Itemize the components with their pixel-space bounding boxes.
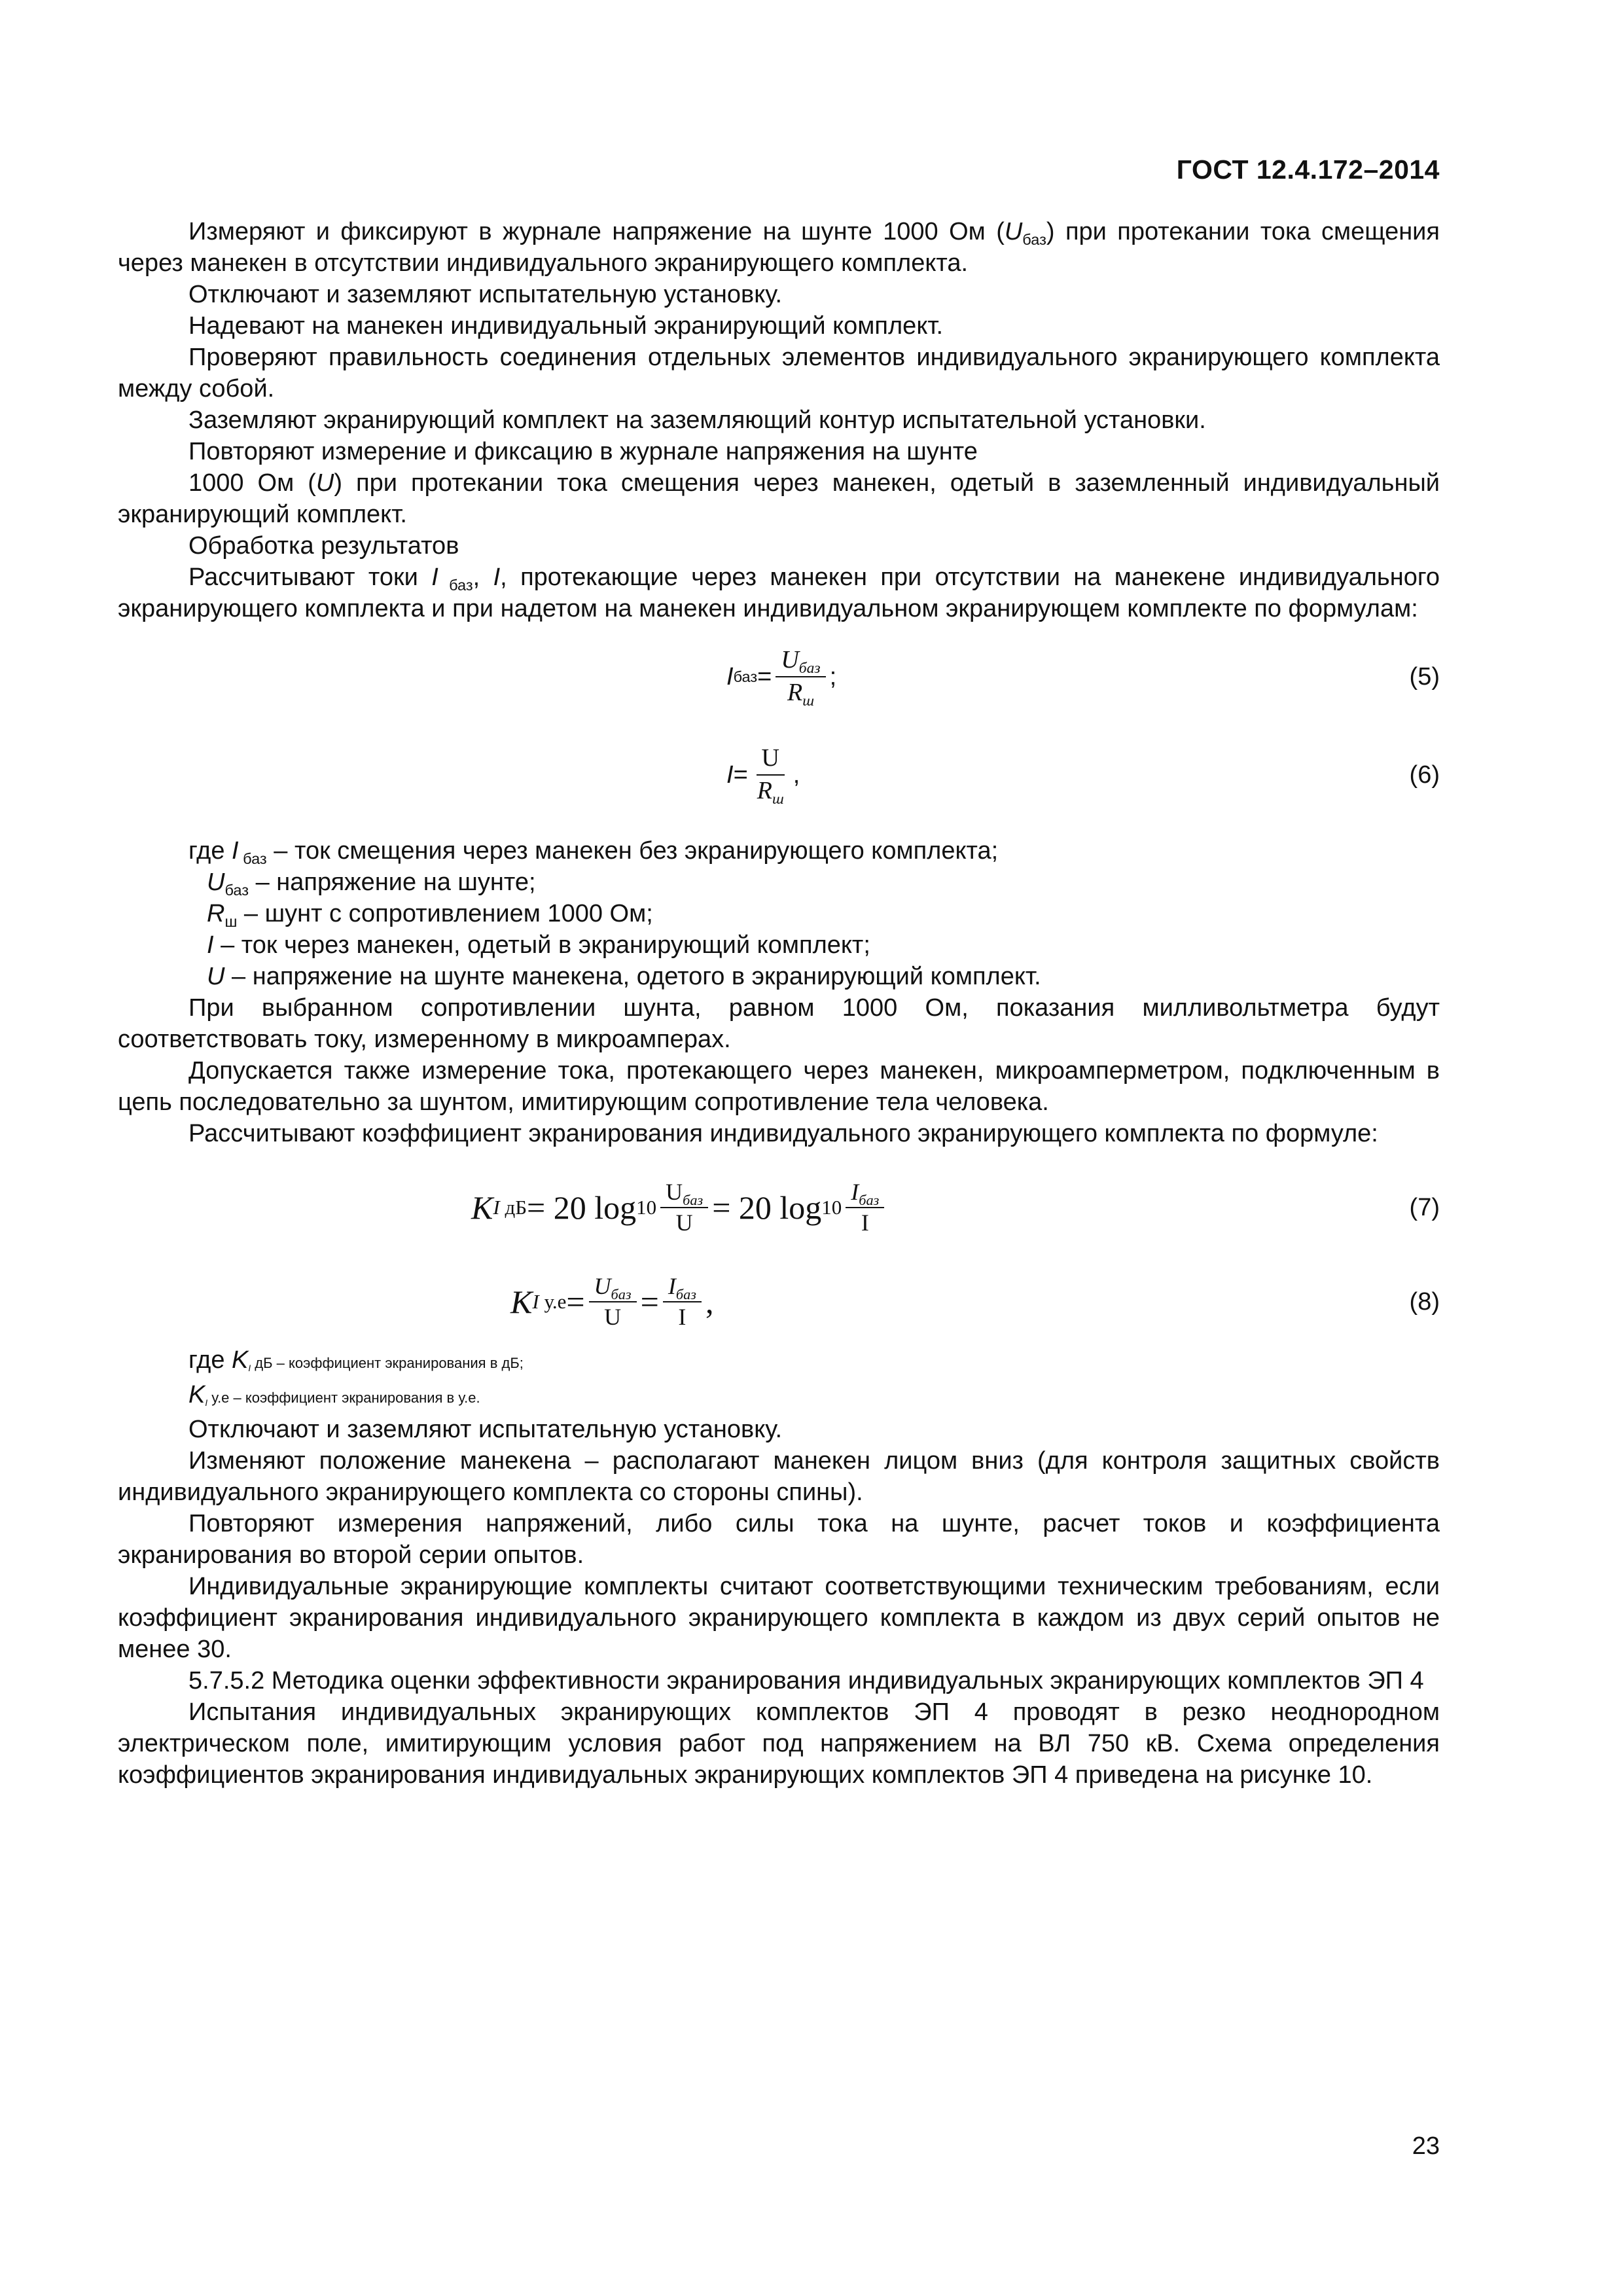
equation-number: (7) <box>1409 1194 1440 1221</box>
paragraph: Испытания индивидуальных экранирующих комплектов ЭП 4 проводят в резко неоднородном электрическом поле, имитирующим условия работ под напряжением на ВЛ 750 кВ. Схема определения коэффициентов экранирования индивидуальных экранирующих комплектов ЭП 4 приведена на рисунке 10. <box>118 1698 1440 1789</box>
paragraph: Рассчитывают токи I $_{баз}$, I, протекающие через манекен при отсутствии на манекене индивидуального экранирующего комплекта и при надетом на манекен индивидуальном экранирующем комплекте по формулам: <box>118 564 1440 622</box>
definition-line: $R_ш$ – шунт с сопротивлением 1000 Ом; <box>207 900 653 931</box>
paragraph: Заземляют экранирующий комплект на заземляющий контур испытательной установки. <box>188 406 1206 434</box>
fraction: $\frac{U_{баз}}{R_ш}$ <box>776 646 825 707</box>
fraction: $\frac{U}{R_ш}$ <box>757 744 784 808</box>
paragraph: При выбранном сопротивлении шунта, равном 1000 Ом, показания милливольтметра будут соответствовать току, измеренному в микроамперах. <box>118 994 1440 1053</box>
paragraph: Рассчитывают коэффициент экранирования индивидуального экранирующего комплекта по формуле: <box>188 1120 1378 1147</box>
definition-line: где $K_I$ дБ – коэффициент экранирования в дБ; <box>188 1346 524 1374</box>
formula-5: I баз = $\frac{U_{баз}}{R_ш}$ ; (5) <box>726 646 1440 710</box>
equation-number: (6) <box>1409 761 1440 789</box>
fraction: $\frac{U_{баз}}{U}$ <box>660 1179 708 1237</box>
formula-8: K I у.е = $\frac{U_{баз}}{U}$ = $\frac{I_{баз}}{I}$ , (8) <box>510 1272 1440 1330</box>
paragraph: Отключают и заземляют испытательную установку. <box>188 1416 783 1443</box>
paragraph: Индивидуальные экранирующие комплекты считают соответствующими техническим требованиям, если коэффициент экранирования индивидуального экранирующего комплекта в каждом из двух серий опытов не менее 30. <box>118 1573 1440 1663</box>
paragraph: 5.7.5.2 Методика оценки эффективности экранирования индивидуальных экранирующих комплектов ЭП 4 <box>188 1667 1424 1695</box>
page-number: 23 <box>1412 2132 1440 2160</box>
fraction: $\frac{U_{баз}}{U}$ <box>589 1273 637 1331</box>
standard-designation: ГОСТ 12.4.172–2014 <box>1176 154 1440 185</box>
document-body <box>118 216 1440 1791</box>
paragraph: Измеряют и фиксируют в журнале напряжение на шунте 1000 Ом $(U_{баз})$ при протекании тока смещения через манекен в отсутствии индивидуального экранирующего комплекта. <box>118 218 1440 277</box>
paragraph: Надевают на манекен индивидуальный экранирующий комплект. <box>188 312 944 340</box>
definition-line: $U_{баз}$ – напряжение на шунте; <box>207 869 536 899</box>
equation-number: (8) <box>1409 1288 1440 1316</box>
fraction: $\frac{I_{баз}}{I}$ <box>663 1273 702 1331</box>
definition-line: U – напряжение на шунте манекена, одетого в экранирующий комплект. <box>207 963 1041 990</box>
paragraph: Допускается также измерение тока, протекающего через манекен, микроамперметром, подключенным в цепь последовательно за шунтом, имитирующим сопротивление тела человека. <box>118 1057 1440 1116</box>
equation-number: (5) <box>1409 663 1440 691</box>
paragraph: Изменяют положение манекена – располагают манекен лицом вниз (для контроля защитных свойств индивидуального экранирующего комплекта со стороны спины). <box>118 1447 1440 1506</box>
formula-7: K I дБ = 20 log 10 $\frac{U_{баз}}{U}$ = 20 log 10 $\frac{I_{баз}}{I}$ (7) <box>471 1178 1440 1236</box>
definition-line: $K_I$ у.е – коэффициент экранирования в у.е. <box>188 1381 480 1408</box>
paragraph: Отключают и заземляют испытательную установку. <box>188 281 783 308</box>
definition-line: I – ток через манекен, одетый в экранирующий комплект; <box>207 931 870 959</box>
paragraph: Повторяют измерения напряжений, либо силы тока на шунте, расчет токов и коэффициента экранирования во второй серии опытов. <box>118 1510 1440 1569</box>
formula-6: I = $\frac{U}{R_ш}$ , (6) <box>726 744 1440 808</box>
section-heading: Обработка результатов <box>188 532 459 560</box>
fraction: $\frac{I_{баз}}{I}$ <box>846 1179 884 1237</box>
definition-line: где I $_{баз}$ – ток смещения через манекен без экранирующего комплекта; <box>188 837 999 868</box>
paragraph: Повторяют измерение и фиксацию в журнале напряжения на шунте <box>188 438 978 465</box>
paragraph: 1000 Ом (U) при протекании тока смещения через манекен, одетый в заземленный индивидуальный экранирующий комплект. <box>118 469 1440 528</box>
paragraph: Проверяют правильность соединения отдельных элементов индивидуального экранирующего комплекта между собой. <box>118 344 1440 403</box>
